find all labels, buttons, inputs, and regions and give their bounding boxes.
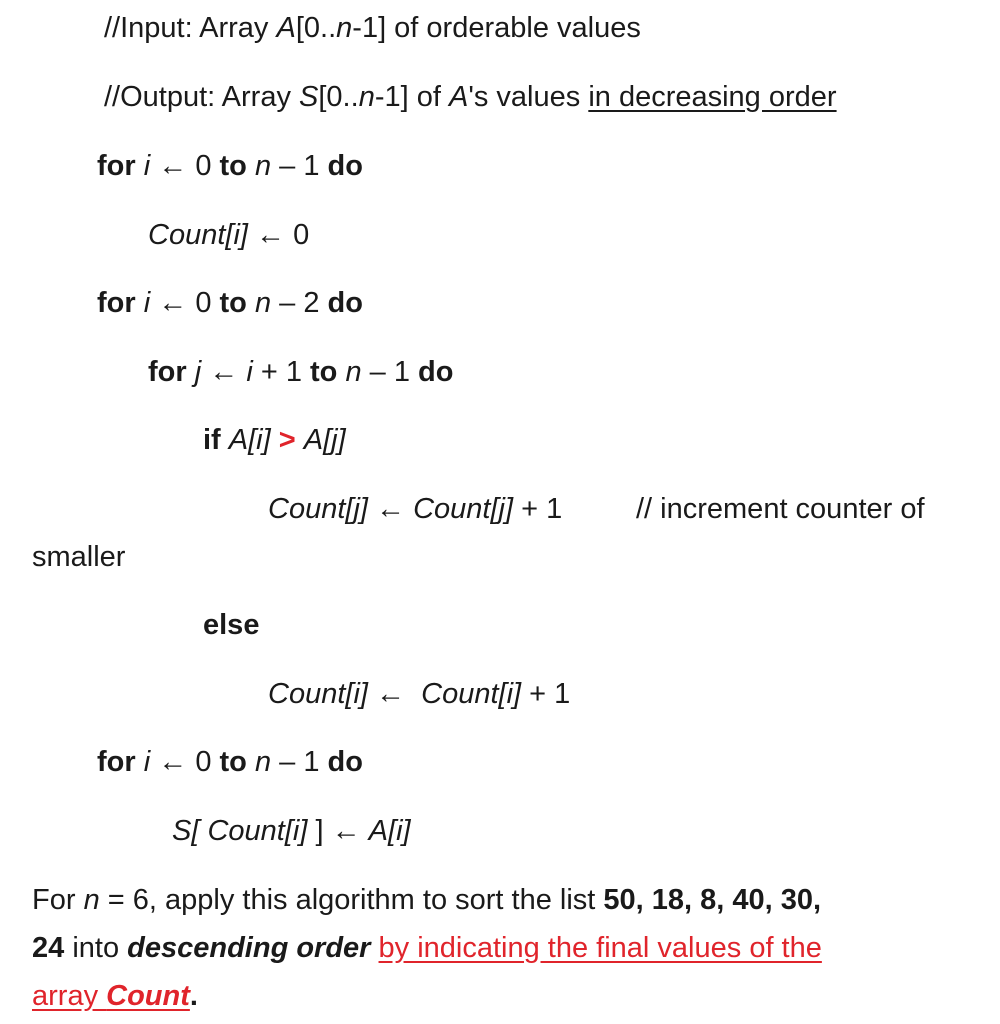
loop3-line: for j ← i + 1 to n – 1 do (148, 356, 454, 388)
then-line: Count[j] ← Count[j] + 1 (268, 493, 563, 525)
init-line: Count[i] ← 0 (148, 219, 310, 251)
greater-than-operator: > (278, 424, 296, 456)
instruction-highlight: by indicating the final values of the (378, 932, 822, 964)
assign-line: S[ Count[i] ] ← A[i] (172, 815, 411, 847)
else-line: else (203, 609, 260, 641)
question-line-1: For n = 6, apply this algorithm to sort the list 50, 18, 8, 40, 30, (32, 884, 822, 916)
count-array-emphasis: Count (106, 980, 190, 1012)
loop2-line: for i ← 0 to n – 2 do (97, 287, 363, 319)
loop4-line: for i ← 0 to n – 1 do (97, 746, 363, 778)
decreasing-order-underlined: in decreasing order (588, 81, 837, 113)
output-comment: //Output: Array S[0..n-1] of A's values in decreasing order (104, 81, 837, 113)
else-statement-line: Count[i] ← Count[i] + 1 (268, 678, 571, 710)
if-line: if A[i] > A[j] (203, 424, 346, 456)
loop1-line: for i ← 0 to n – 1 do (97, 150, 363, 182)
question-line-3: array Count. (32, 980, 198, 1012)
question-line-2: 24 into descending order by indicating the final values of the (32, 932, 822, 964)
descending-order-emphasis: descending order (127, 932, 371, 964)
increment-comment: // increment counter of (636, 493, 925, 525)
input-comment: //Input: Array A[0..n-1] of orderable values (104, 12, 641, 44)
wrapped-comment-text: smaller (32, 541, 126, 573)
